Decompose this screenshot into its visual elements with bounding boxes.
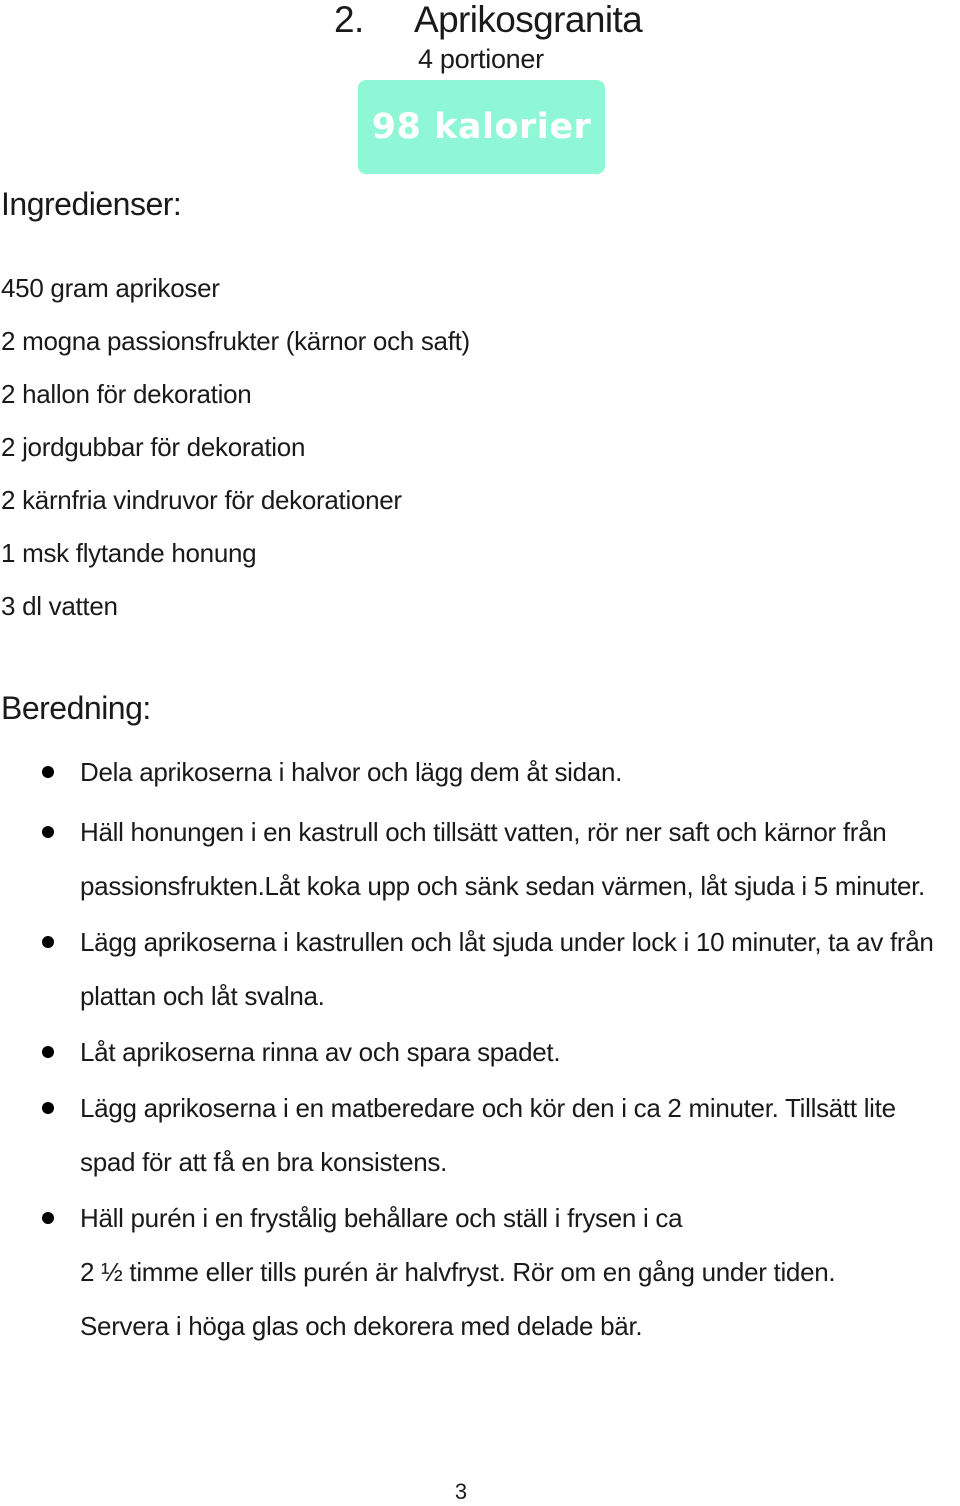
bullet-icon [42,766,54,778]
step-line: plattan och låt svalna. [80,981,325,1011]
ingredients-heading: Ingredienser: [1,186,182,222]
step-line: Dela aprikoserna i halvor och lägg dem åt sidan. [80,757,623,787]
recipe-title: Aprikosgranita [414,0,643,40]
portions-label: 4 portioner [418,44,544,74]
step-item [0,1081,960,1189]
ingredient-item: 2 jordgubbar för dekoration [1,432,306,462]
ingredients-list [1,262,470,633]
step-item [0,1025,960,1079]
calories-badge [358,80,605,174]
preparation-heading: Beredning: [1,690,151,726]
ingredient-item: 2 mogna passionsfrukter (kärnor och saft) [1,326,470,356]
bullet-icon [42,936,54,948]
recipe-number: 2. [334,0,364,40]
step-item [0,745,960,799]
step-line: passionsfrukten.Låt koka upp och sänk sedan värmen, låt sjuda i 5 minuter. [80,871,925,901]
ingredient-item: 2 kärnfria vindruvor för dekorationer [1,485,402,515]
bullet-icon [42,1046,54,1058]
step-item [0,1191,960,1353]
preparation-steps [0,745,960,1353]
page-number: 3 [454,1479,468,1504]
ingredient-item: 3 dl vatten [1,591,118,621]
step-line: 2 ½ timme eller tills purén är halvfryst. Rör om en gång under tiden. [80,1257,836,1287]
step-line: spad för att få en bra konsistens. [80,1147,448,1177]
ingredient-item: 1 msk flytande honung [1,538,257,568]
ingredient-item: 2 hallon för dekoration [1,379,252,409]
bullet-icon [42,1102,54,1114]
step-item [0,915,960,1023]
bullet-icon [42,826,54,838]
step-line: Servera i höga glas och dekorera med delade bär. [80,1311,643,1341]
recipe-title-row [334,0,642,42]
step-line: Låt aprikoserna rinna av och spara spadet. [80,1037,561,1067]
step-item [0,805,960,913]
ingredient-item: 450 gram aprikoser [1,273,220,303]
step-line: Lägg aprikoserna i kastrullen och låt sjuda under lock i 10 minuter, ta av från [80,927,934,957]
step-line: Häll purén i en frystålig behållare och ställ i frysen i ca [80,1203,683,1233]
step-line: Lägg aprikoserna i en matberedare och kör den i ca 2 minuter. Tillsätt lite [80,1093,896,1123]
step-line: Häll honungen i en kastrull och tillsätt vatten, rör ner saft och kärnor från [80,817,887,847]
calories-badge-text: 98 kalorier [371,107,592,147]
bullet-icon [42,1212,54,1224]
